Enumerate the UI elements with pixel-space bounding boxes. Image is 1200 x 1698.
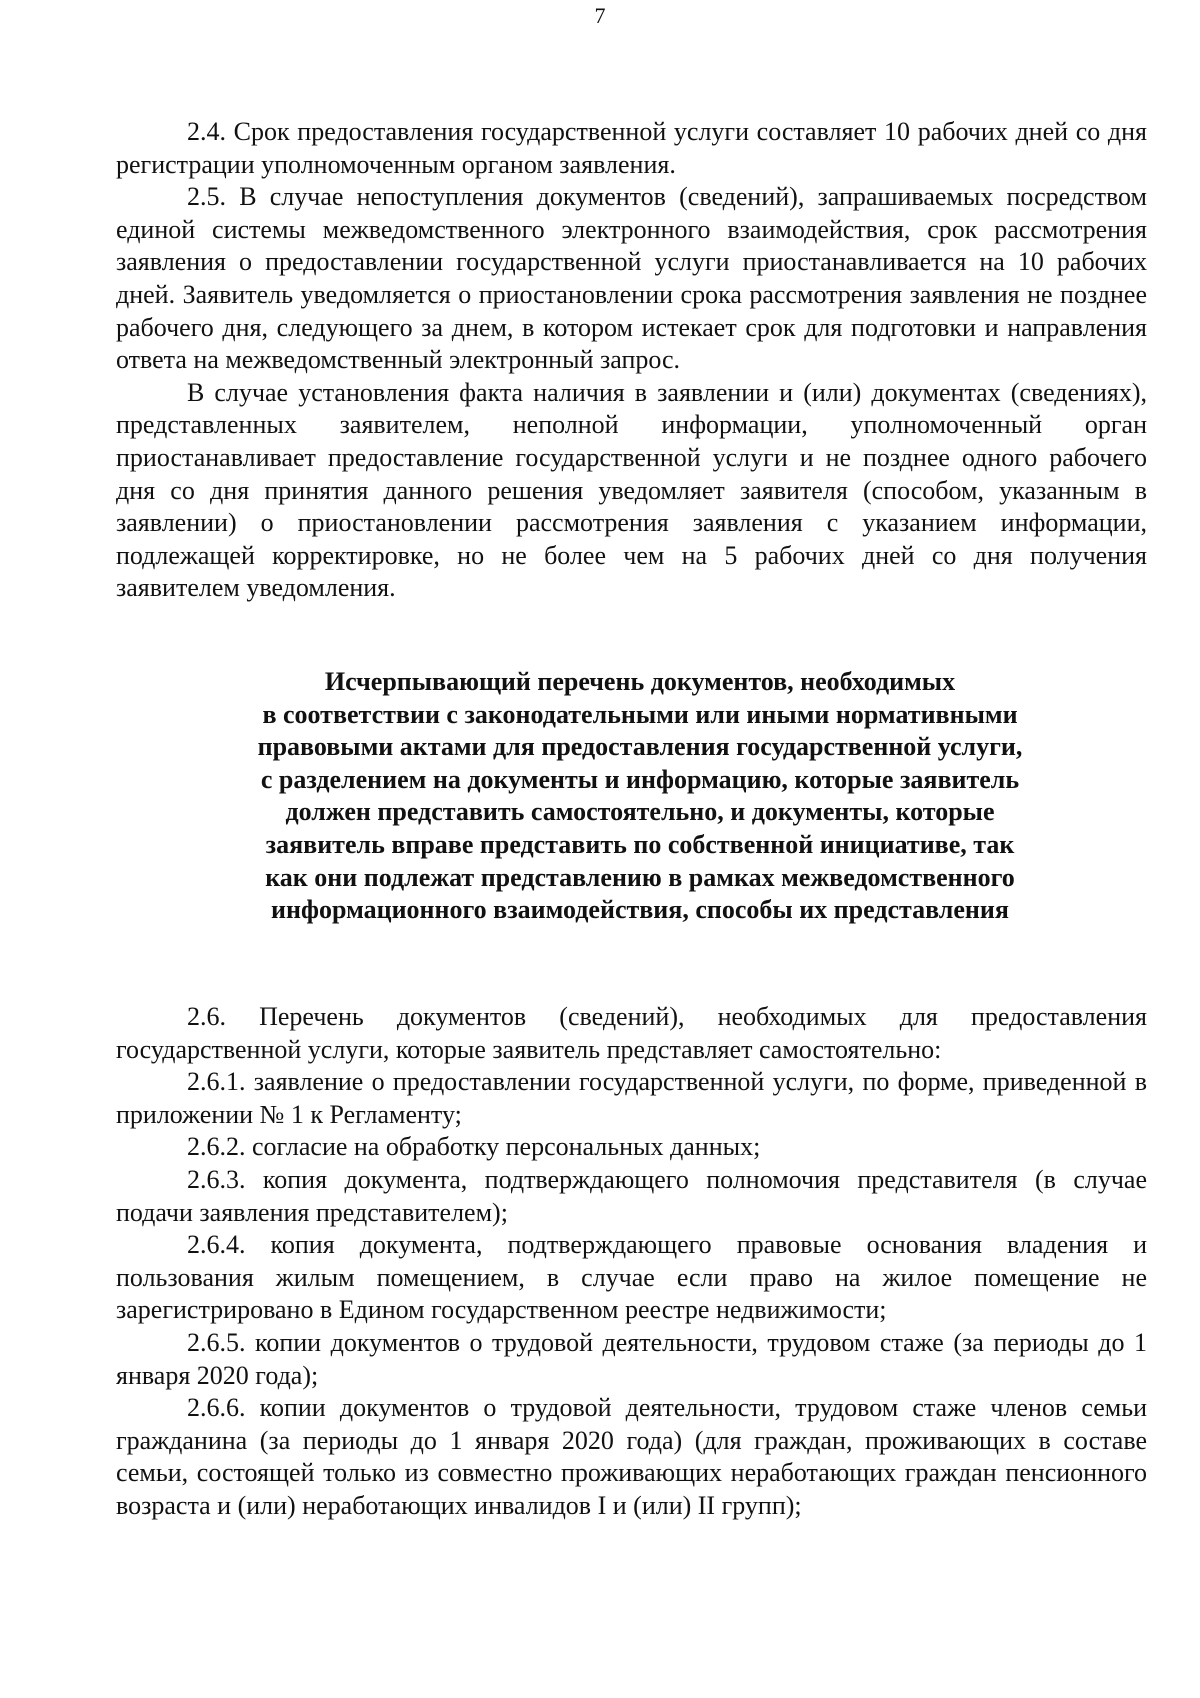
paragraph-2-6-2: 2.6.2. согласие на обработку персональных данных;: [187, 1132, 761, 1162]
section-top: [116, 116, 1147, 605]
paragraph-2-6: 2.6. Перечень документов (сведений), необходимых для предоставления государственной услуги, которые заявитель представляет самостоятельно:: [116, 1002, 1147, 1064]
paragraph-2-4: 2.4. Срок предоставления государственной услуги составляет 10 рабочих дней со дня регистрации уполномоченным органом заявления.: [116, 117, 1147, 179]
paragraph-2-5: 2.5. В случае непоступления документов (сведений), запрашиваемых посредством единой системы межведомственного электронного взаимодействия, срок рассмотрения заявления о предоставлении государственной услуги приостанавливается на 10 рабочих дней. Заявитель уведомляется о приостановлении срока рассмотрения заявления не позднее рабочего дня, следующего за днем, в котором истекает срок для подготовки и направления ответа на межведомственный электронный запрос.: [116, 182, 1147, 375]
paragraph-2-6-3: 2.6.3. копия документа, подтверждающего полномочия представителя (в случае подачи заявления представителем);: [116, 1164, 1147, 1227]
paragraph-2-6-4: 2.6.4. копия документа, подтверждающего правовые основания владения и пользования жилым помещением, в случае если право на жилое помещение не зарегистрировано в Едином государственном реестре недвижимости;: [116, 1230, 1147, 1325]
section-bottom: [116, 1001, 1147, 1523]
page-number: 7: [594, 3, 606, 28]
heading-line: правовыми актами для предоставления государственной услуги,: [257, 732, 1023, 762]
paragraph-2-6-1: 2.6.1. заявление о предоставлении государственной услуги, по форме, приведенной в приложении № 1 к Регламенту;: [116, 1067, 1147, 1129]
heading-line: заявитель вправе представить по собственной инициативе, так: [265, 829, 1015, 859]
paragraph-suspension: В случае установления факта наличия в заявлении и (или) документах (сведениях), представленных заявителем, неполной информации, уполномоченный орган приостанавливает предоставление государственной услуги и не позднее одного рабочего дня со дня принятия данного решения уведомляет заявителя (способом, указанным в заявлении) о приостановлении рассмотрения заявления с указанием информации, подлежащей корректировке, но не более чем на 5 рабочих дней со дня получения заявителем уведомления.: [116, 377, 1147, 603]
paragraph-2-6-6: 2.6.6. копии документов о трудовой деятельности, трудовом стаже членов семьи гражданина (за периоды до 1 января 2020 года) (для граждан, проживающих в составе семьи, состоящей только из совместно проживающих неработающих граждан пенсионного возраста и (или) неработающих инвалидов I и (или) II групп);: [116, 1393, 1147, 1520]
heading-line: с разделением на документы и информацию, которые заявитель: [260, 764, 1020, 794]
heading-line: Исчерпывающий перечень документов, необходимых: [324, 667, 956, 696]
heading-line: информационного взаимодействия, способы их представления: [271, 895, 1009, 925]
section-heading: [200, 666, 1080, 927]
heading-line: должен представить самостоятельно, и документы, которые: [285, 797, 995, 827]
heading-line: как они подлежат представлению в рамках межведомственного: [265, 862, 1015, 892]
heading-line: в соответствии с законодательными или иными нормативными: [262, 699, 1018, 729]
paragraph-2-6-5: 2.6.5. копии документов о трудовой деятельности, трудовом стаже (за периоды до 1 января 2020 года);: [116, 1327, 1147, 1390]
